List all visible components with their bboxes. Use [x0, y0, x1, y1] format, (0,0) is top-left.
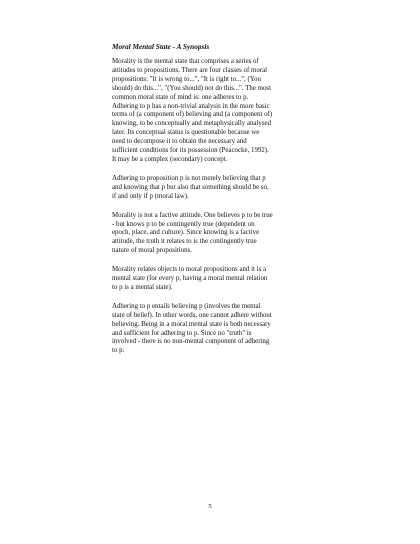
paragraph-factive: Morality is not a factive attitude. One believes p to be true - but knows p to be contingently true (dependent on epoch, place, and culture). Since knowing is a factive attitude, the truth it relates to is the contingently true nature of moral propositions. [112, 211, 273, 255]
document-body [112, 42, 310, 366]
paragraph-relation: Morality relates objects to moral propositions and it is a mental state (for every p, having a moral mental relation to p is a mental state). [112, 266, 268, 291]
paragraph-adhering: Adhering to proposition p is not merely believing that p and knowing that p but also that something should be so, if and only if p (moral law). [112, 174, 269, 200]
page-number: 5 [208, 503, 212, 510]
document-title: Moral Mental State - A Synopsis [112, 42, 210, 51]
paragraph-definition: Morality is the mental state that comprises a series of attitudes to propositions. There are four classes of moral propositions: "It is wrong to...", "It is right to...", (You should) do this...", "(You should) not do this...". The most common moral state of mind is: one adheres to p. Adhering to p has a non-trivial analysis in the more basic terms of (a component of) believing and (a component of) knowing, to be conceptually and metaphysically analysed later. Its conceptual status is questionable because we need to decompose it to obtain the necessary and sufficient conditions for its possession (Peacocke, 1992). It may be a complex (secondary) concept. [112, 58, 273, 163]
paragraph-belief: Adhering to p entails believing p (involves the mental state of belief). In other words, one cannot adhere without believing. Being in a moral mental state is both necessary and sufficient for adhering to p. Since no "truth" is involved - there is no non-mental component of adhering to p. [112, 302, 272, 355]
